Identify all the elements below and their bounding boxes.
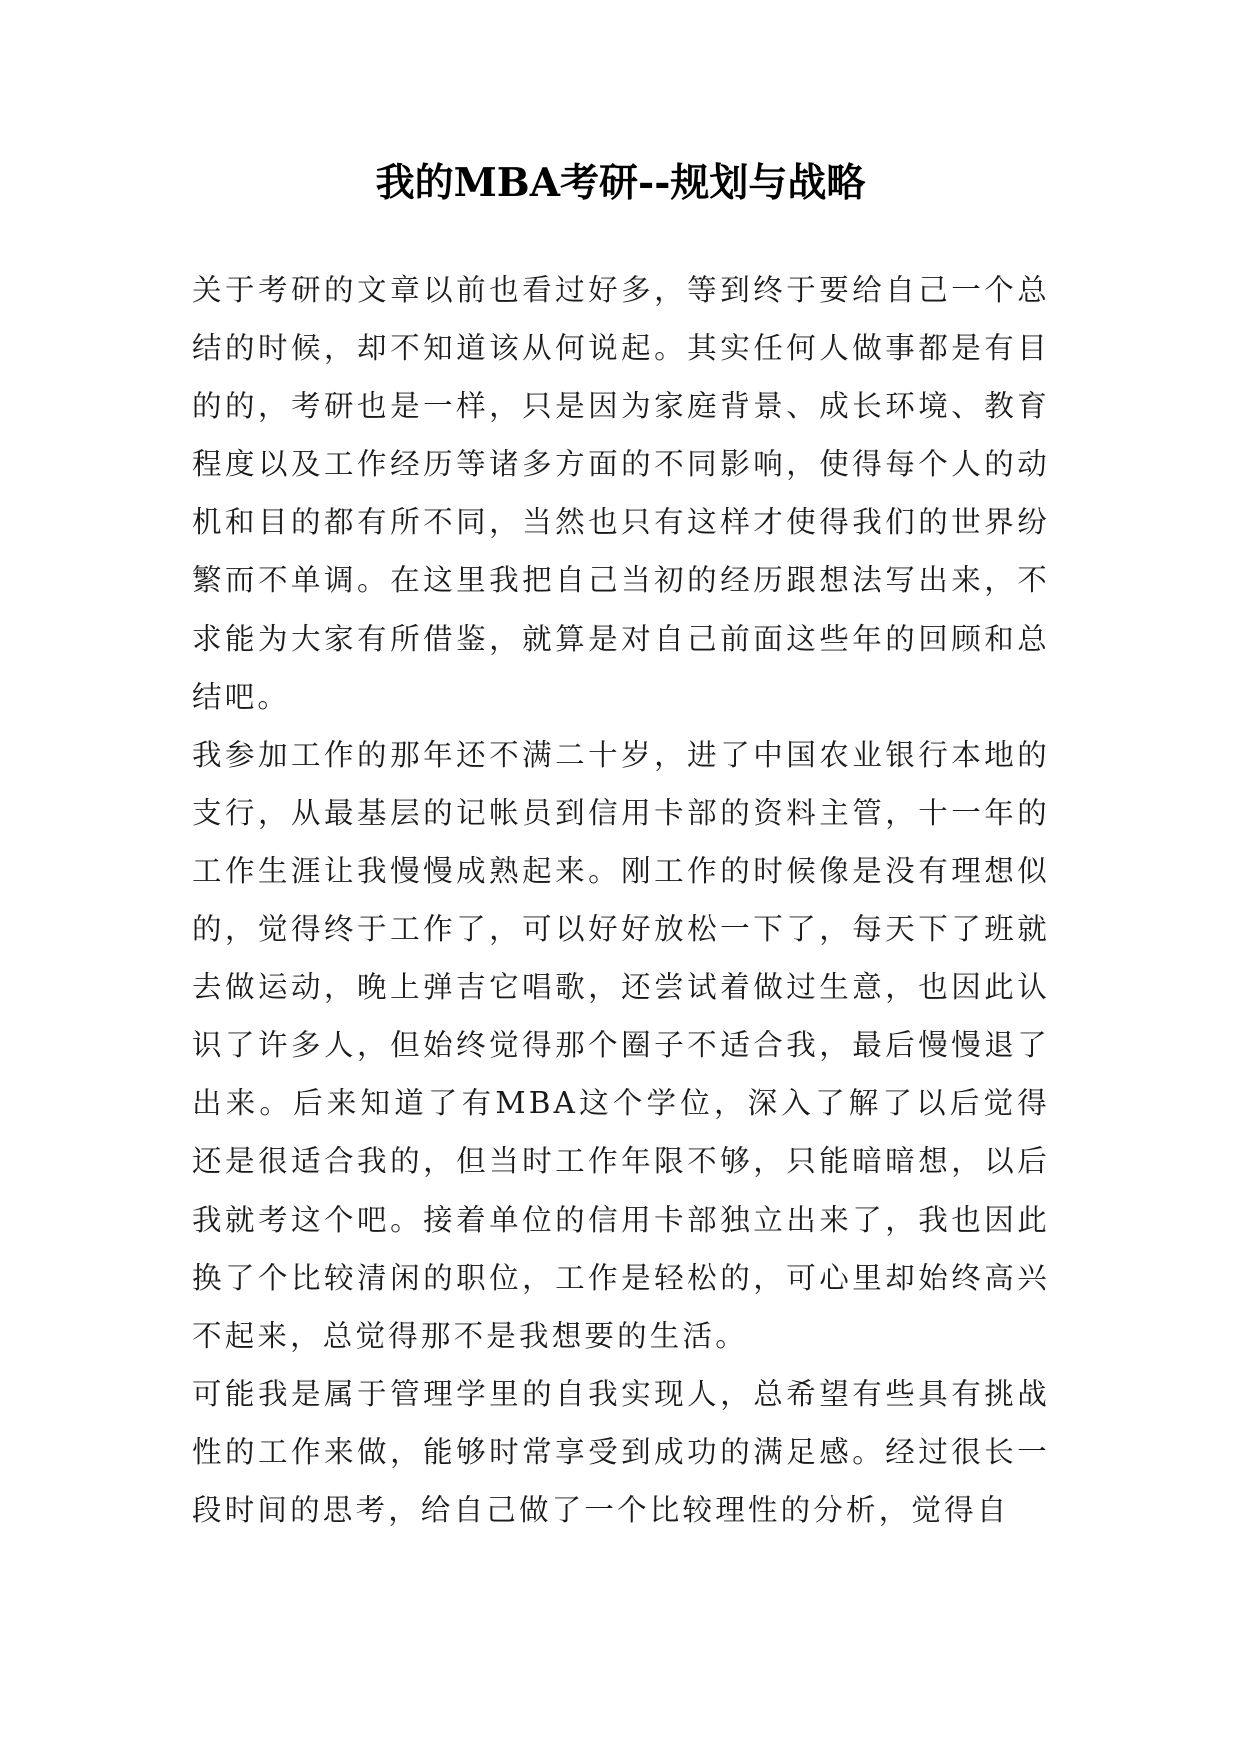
paragraph-3: 可能我是属于管理学里的自我实现人，总希望有些具有挑战性的工作来做，能够时常享受到成功的满足感。经过很长一段时间的思考，给自己做了一个比较理性的分析，觉得自: [192, 1376, 1050, 1527]
paragraph-1: 关于考研的文章以前也看过好多，等到终于要给自己一个总结的时候，却不知道该从何说起。其实任何人做事都是有目的的，考研也是一样，只是因为家庭背景、成长环境、教育程度以及工作经历等诸多方面的不同影响，使得每个人的动机和目的都有所不同，当然也只有这样才使得我们的世界纷繁而不单调。在这里我把自己当初的经历跟想法写出来，不求能为大家有所借鉴，就算是对自己前面这些年的回顾和总结吧。: [192, 273, 1050, 714]
paragraph-2: 我参加工作的那年还不满二十岁，进了中国农业银行本地的支行，从最基层的记帐员到信用卡部的资料主管，十一年的工作生涯让我慢慢成熟起来。刚工作的时候像是没有理想似的，觉得终于工作了，可以好好放松一下了，每天下了班就去做运动，晚上弹吉它唱歌，还尝试着做过生意，也因此认识了许多人，但始终觉得那个圈子不适合我，最后慢慢退了出来。后来知道了有MBA这个学位，深入了解了以后觉得还是很适合我的，但当时工作年限不够，只能暗暗想，以后我就考这个吧。接着单位的信用卡部独立出来了，我也因此换了个比较清闲的职位，工作是轻松的，可心里却始终高兴不起来，总觉得那不是我想要的生活。: [192, 737, 1050, 1353]
document-title: 我的MBA考研--规划与战略: [375, 160, 866, 206]
document-body: [192, 261, 1050, 1539]
